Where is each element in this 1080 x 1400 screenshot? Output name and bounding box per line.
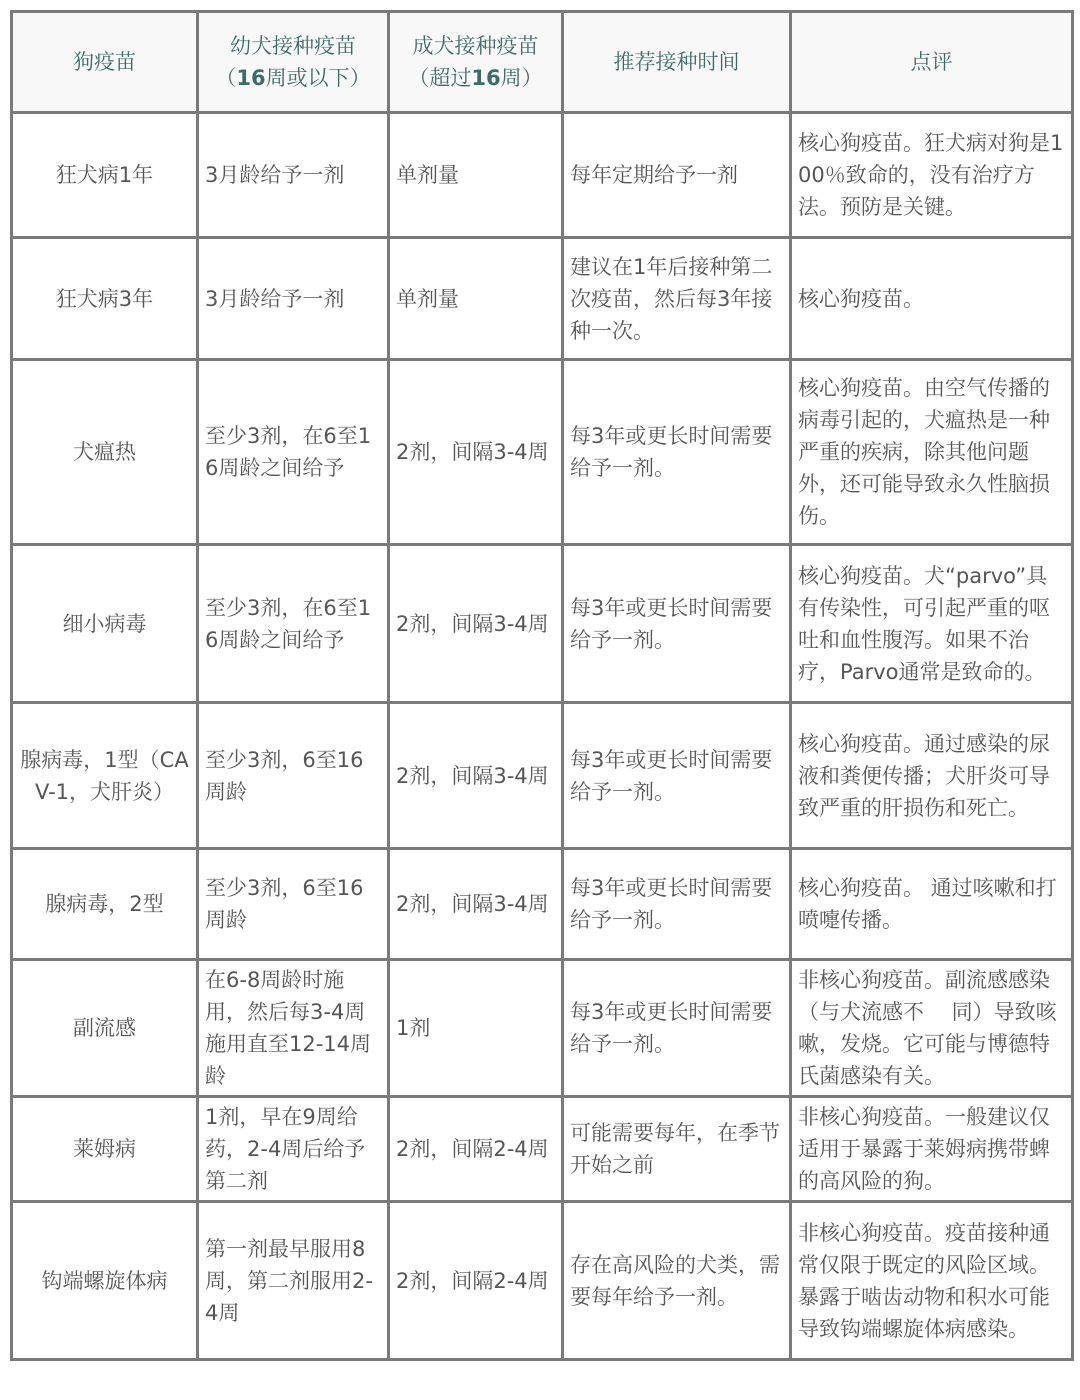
schedule: 建议在1年后接种第二次疫苗，然后每3年接种一次。 [563,238,791,360]
header-vaccine-label: 狗疫苗 [73,50,136,74]
header-adult-line1: 成犬接种疫苗 [412,34,539,58]
header-comment-label: 点评 [910,50,953,74]
header-row [12,12,1073,113]
table-row [12,703,1073,849]
adult-dose: 2剂，间隔3-4周 [389,545,563,703]
adult-dose: 单剂量 [389,113,563,238]
table-row [12,545,1073,703]
schedule: 每年定期给予一剂 [563,113,791,238]
header-adult [389,12,563,113]
vaccine-name: 莱姆病 [12,1097,198,1202]
table-row [12,360,1073,545]
comment: 核心狗疫苗。由空气传播的病毒引起的，犬瘟热是一种严重的疾病，除其他问题外，还可能导致永久性脑损伤。 [791,360,1073,545]
comment: 核心狗疫苗。通过感染的尿液和粪便传播；犬肝炎可导致严重的肝损伤和死亡。 [791,703,1073,849]
header-adult-weeks: 16 [471,66,501,90]
header-adult-rest: 周） [500,66,543,90]
adult-dose: 2剂，间隔3-4周 [389,703,563,849]
vaccine-name: 副流感 [12,960,198,1097]
dog-vaccine-table [10,10,1074,1361]
adult-dose: 1剂 [389,960,563,1097]
schedule: 每3年或更长时间需要给予一剂。 [563,703,791,849]
adult-dose: 2剂，间隔3-4周 [389,360,563,545]
adult-dose: 2剂，间隔2-4周 [389,1097,563,1202]
header-puppy [198,12,389,113]
table-row [12,849,1073,960]
schedule: 存在高风险的犬类，需要每年给予一剂。 [563,1202,791,1360]
table-row [12,1097,1073,1202]
header-schedule-label: 推荐接种时间 [613,50,740,74]
puppy-dose: 3月龄给予一剂 [198,113,389,238]
header-puppy-open: （ [215,66,237,90]
header-comment [791,12,1073,113]
puppy-dose: 至少3剂，在6至16周龄之间给予 [198,545,389,703]
comment: 核心狗疫苗。狂犬病对狗是100％致命的，没有治疗方法。预防是关键。 [791,113,1073,238]
vaccine-name: 钩端螺旋体病 [12,1202,198,1360]
vaccine-name: 狂犬病1年 [12,113,198,238]
table-row [12,113,1073,238]
header-puppy-weeks: 16 [236,66,266,90]
vaccine-name: 细小病毒 [12,545,198,703]
vaccine-name: 腺病毒，2型 [12,849,198,960]
vaccine-name: 犬瘟热 [12,360,198,545]
comment: 非核心狗疫苗。副流感感染（与犬流感不 同）导致咳嗽，发烧。它可能与博德特氏菌感染有关。 [791,960,1073,1097]
comment: 核心狗疫苗。 通过咳嗽和打喷嚏传播。 [791,849,1073,960]
header-adult-open: （超过 [408,66,472,90]
header-schedule [563,12,791,113]
header-vaccine [12,12,198,113]
schedule: 每3年或更长时间需要给予一剂。 [563,849,791,960]
adult-dose: 2剂，间隔2-4周 [389,1202,563,1360]
puppy-dose: 1剂，早在9周给药，2-4周后给予第二剂 [198,1097,389,1202]
comment: 核心狗疫苗。犬“parvo”具有传染性，可引起严重的呕吐和血性腹泻。如果不治疗，Parvo通常是致命的。 [791,545,1073,703]
table-row [12,238,1073,360]
vaccine-name: 腺病毒，1型（CAV-1，犬肝炎） [12,703,198,849]
puppy-dose: 至少3剂，6至16周龄 [198,849,389,960]
puppy-dose: 3月龄给予一剂 [198,238,389,360]
puppy-dose: 至少3剂，6至16周龄 [198,703,389,849]
adult-dose: 2剂，间隔3-4周 [389,849,563,960]
table-row [12,960,1073,1097]
schedule: 每3年或更长时间需要给予一剂。 [563,960,791,1097]
table-row [12,1202,1073,1360]
schedule: 每3年或更长时间需要给予一剂。 [563,545,791,703]
schedule: 每3年或更长时间需要给予一剂。 [563,360,791,545]
puppy-dose: 在6-8周龄时施用，然后每3-4周施用直至12-14周龄 [198,960,389,1097]
puppy-dose: 第一剂最早服用8周，第二剂服用2-4周 [198,1202,389,1360]
header-puppy-line1: 幼犬接种疫苗 [230,34,356,58]
header-puppy-rest: 周或以下） [265,66,371,90]
comment: 核心狗疫苗。 [791,238,1073,360]
vaccine-name: 狂犬病3年 [12,238,198,360]
comment: 非核心狗疫苗。疫苗接种通常仅限于既定的风险区域。暴露于啮齿动物和积水可能导致钩端螺旋体病感染。 [791,1202,1073,1360]
adult-dose: 单剂量 [389,238,563,360]
puppy-dose: 至少3剂，在6至16周龄之间给予 [198,360,389,545]
comment: 非核心狗疫苗。一般建议仅适用于暴露于莱姆病携带蜱的高风险的狗。 [791,1097,1073,1202]
schedule: 可能需要每年，在季节开始之前 [563,1097,791,1202]
